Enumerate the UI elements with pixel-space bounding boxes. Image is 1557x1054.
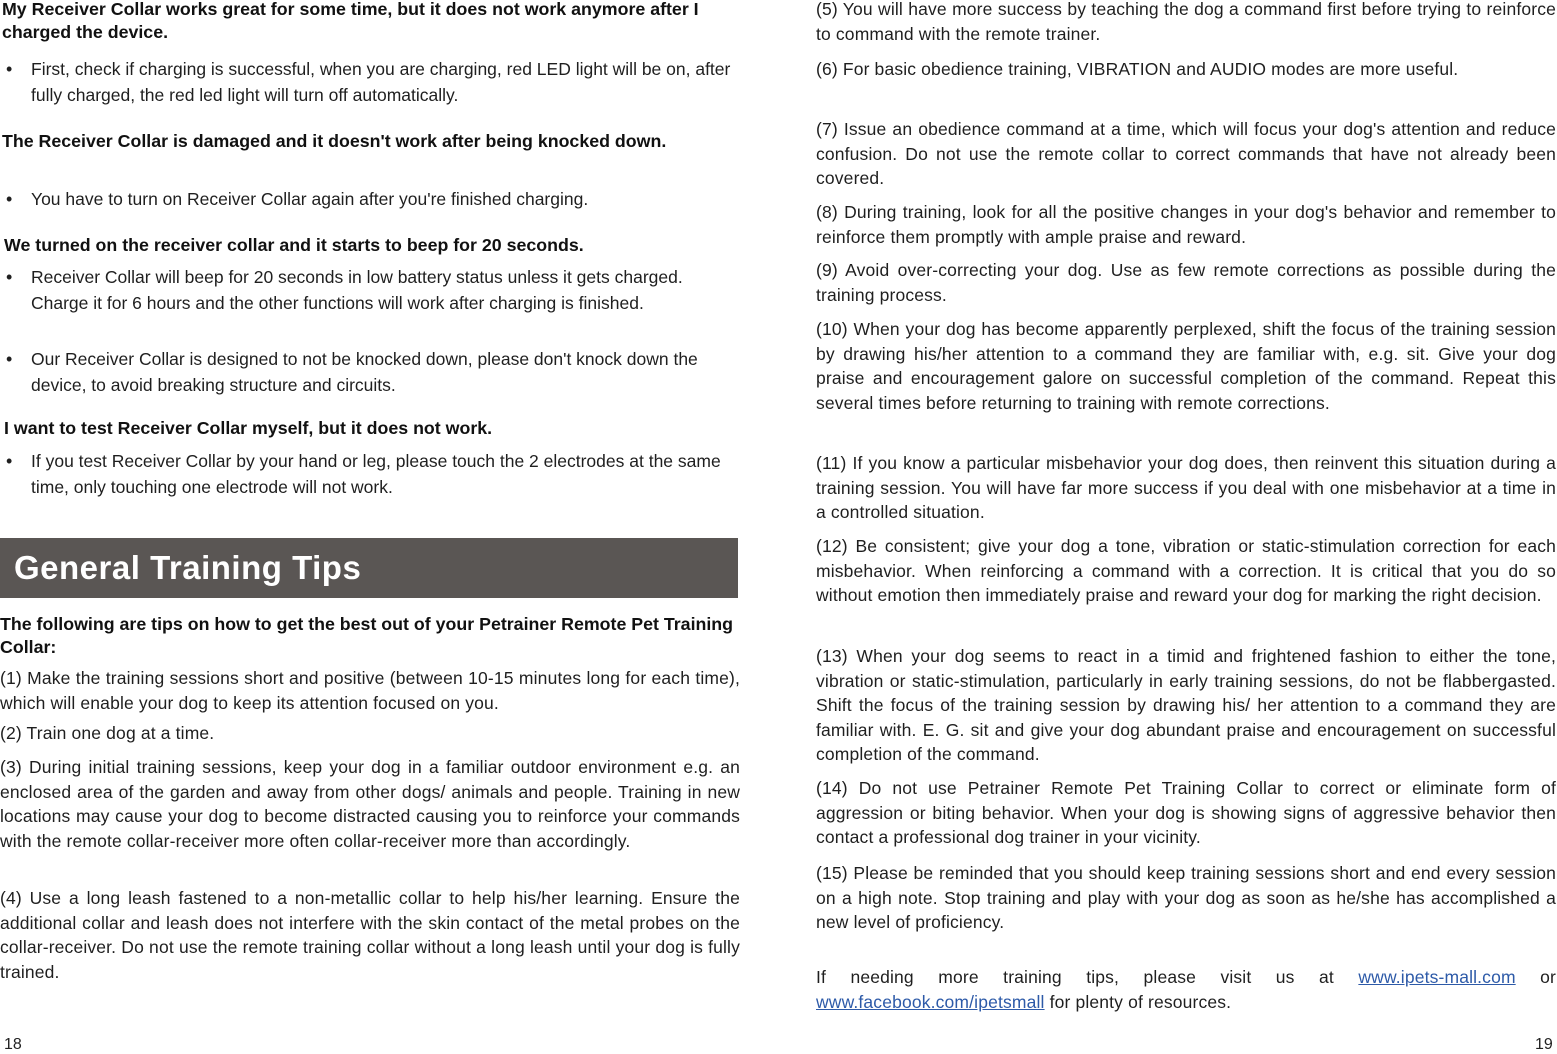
tip-13: (13) When your dog seems to react in a timid and frightened fashion to either the tone, vibration or static-stimulation, particularly in early training sessions, do not be flabbergasted. Shift the focus of the training session by drawing his/ her attention to a command they are familiar with. E. G. sit and give your dog abundant praise and encouragement on successful completion of the command. — [816, 646, 1556, 764]
tip-8: (8) During training, look for all the positive changes in your dog's behavior and remember to reinforce them promptly with ample praise and reward. — [816, 202, 1556, 247]
faq-answer-2-1: • You have to turn on Receiver Collar again after you're finished charging. — [0, 187, 739, 213]
tip-7: (7) Issue an obedience command at a time, which will focus your dog's attention and reduce confusion. Do not use the remote collar to correct commands that have not already been covered. — [816, 119, 1556, 188]
faq-answer-4-1: • If you test Receiver Collar by your hand or leg, please touch the 2 electrodes at the same time, only touching one electrode will not work. — [0, 449, 741, 500]
tip-9: (9) Avoid over-correcting your dog. Use as few remote corrections as possible during the training process. — [816, 260, 1556, 305]
tip-10: (10) When your dog has become apparently perplexed, shift the focus of the training session by drawing his/her attention to a command they are familiar with, e.g. sit. Give your dog praise and encouragement galore on successful completion of the command. Repeat this several times before returning to training with remote corrections. — [816, 319, 1556, 413]
tip-6: (6) For basic obedience training, VIBRATION and AUDIO modes are more useful. — [816, 59, 1459, 79]
faq-question-4: I want to test Receiver Collar myself, but it does not work. — [4, 418, 493, 438]
tip-2: (2) Train one dog at a time. — [0, 723, 215, 743]
tip-3: (3) During initial training sessions, keep your dog in a familiar outdoor environment e.g. an enclosed area of the garden and away from other dogs/ animals and people. Training in new locations may cause your dog to become distracted causing you to reinforce your commands with the remote collar-receiver more often collar-receiver more than accordingly. — [0, 757, 740, 851]
faq-question-1: My Receiver Collar works great for some time, but it does not work anymore after I charged the device. — [2, 0, 699, 42]
page-number-left: 18 — [4, 1036, 22, 1053]
section-title: General Training Tips — [14, 549, 362, 586]
faq-answer-3-2: • Our Receiver Collar is designed to not be knocked down, please don't knock down the device, to avoid breaking structure and circuits. — [0, 347, 741, 398]
tip-14: (14) Do not use Petrainer Remote Pet Training Collar to correct or eliminate form of aggression or biting behavior. When your dog is showing signs of aggressive behavior then contact a professional dog trainer in your vicinity. — [816, 778, 1556, 847]
faq-question-3: We turned on the receiver collar and it starts to beep for 20 seconds. — [4, 235, 584, 255]
link-ipets-mall[interactable]: www.ipets-mall.com — [1358, 967, 1516, 987]
tip-1: (1) Make the training sessions short and positive (between 10-15 minutes long for each time), which will enable your dog to keep its attention focused on you. — [0, 668, 740, 713]
tips-intro: The following are tips on how to get the best out of your Petrainer Remote Pet Training Collar: — [0, 614, 734, 657]
closing-mid: or — [1515, 967, 1556, 987]
closing-note — [816, 965, 1556, 1014]
page-number-right: 19 — [1535, 1036, 1553, 1053]
closing-prefix: If needing more training tips, please visit us at — [816, 967, 1359, 987]
section-header — [0, 538, 738, 598]
closing-suffix: for plenty of resources. — [1044, 991, 1232, 1012]
tip-11: (11) If you know a particular misbehavior your dog does, then reinvent this situation during a training session. You will have far more success if you deal with one misbehavior at a time in a controlled situation. — [816, 453, 1556, 522]
tip-5: (5) You will have more success by teaching the dog a command first before trying to reinforce to command with the remote trainer. — [816, 0, 1556, 44]
faq-answer-1-1: • First, check if charging is successful, when you are charging, red LED light will be on, after fully charged, the red led light will turn off automatically. — [0, 57, 739, 108]
faq-question-2: The Receiver Collar is damaged and it doesn't work after being knocked down. — [2, 131, 667, 151]
tip-12: (12) Be consistent; give your dog a tone, vibration or static-stimulation correction for each misbehavior. When reinforcing a command with a correction. It is critical that you do so without emotion then immediately praise and reward your dog for marking the right decision. — [816, 536, 1556, 605]
link-facebook[interactable]: www.facebook.com/ipetsmall — [816, 991, 1045, 1012]
tip-15: (15) Please be reminded that you should keep training sessions short and end every session on a high note. Stop training and play with your dog as soon as he/she has accomplished a new level of proficiency. — [816, 863, 1556, 932]
tip-4: (4) Use a long leash fastened to a non-metallic collar to help his/her learning. Ensure the additional collar and leash does not interfere with the skin contact of the metal probes on the collar-receiver. Do not use the remote training collar without a long leash until your dog is fully trained. — [0, 888, 740, 982]
faq-answer-3-1: • Receiver Collar will beep for 20 seconds in low battery status unless it gets charged. Charge it for 6 hours and the other functions will work after charging is finished. — [0, 265, 741, 316]
